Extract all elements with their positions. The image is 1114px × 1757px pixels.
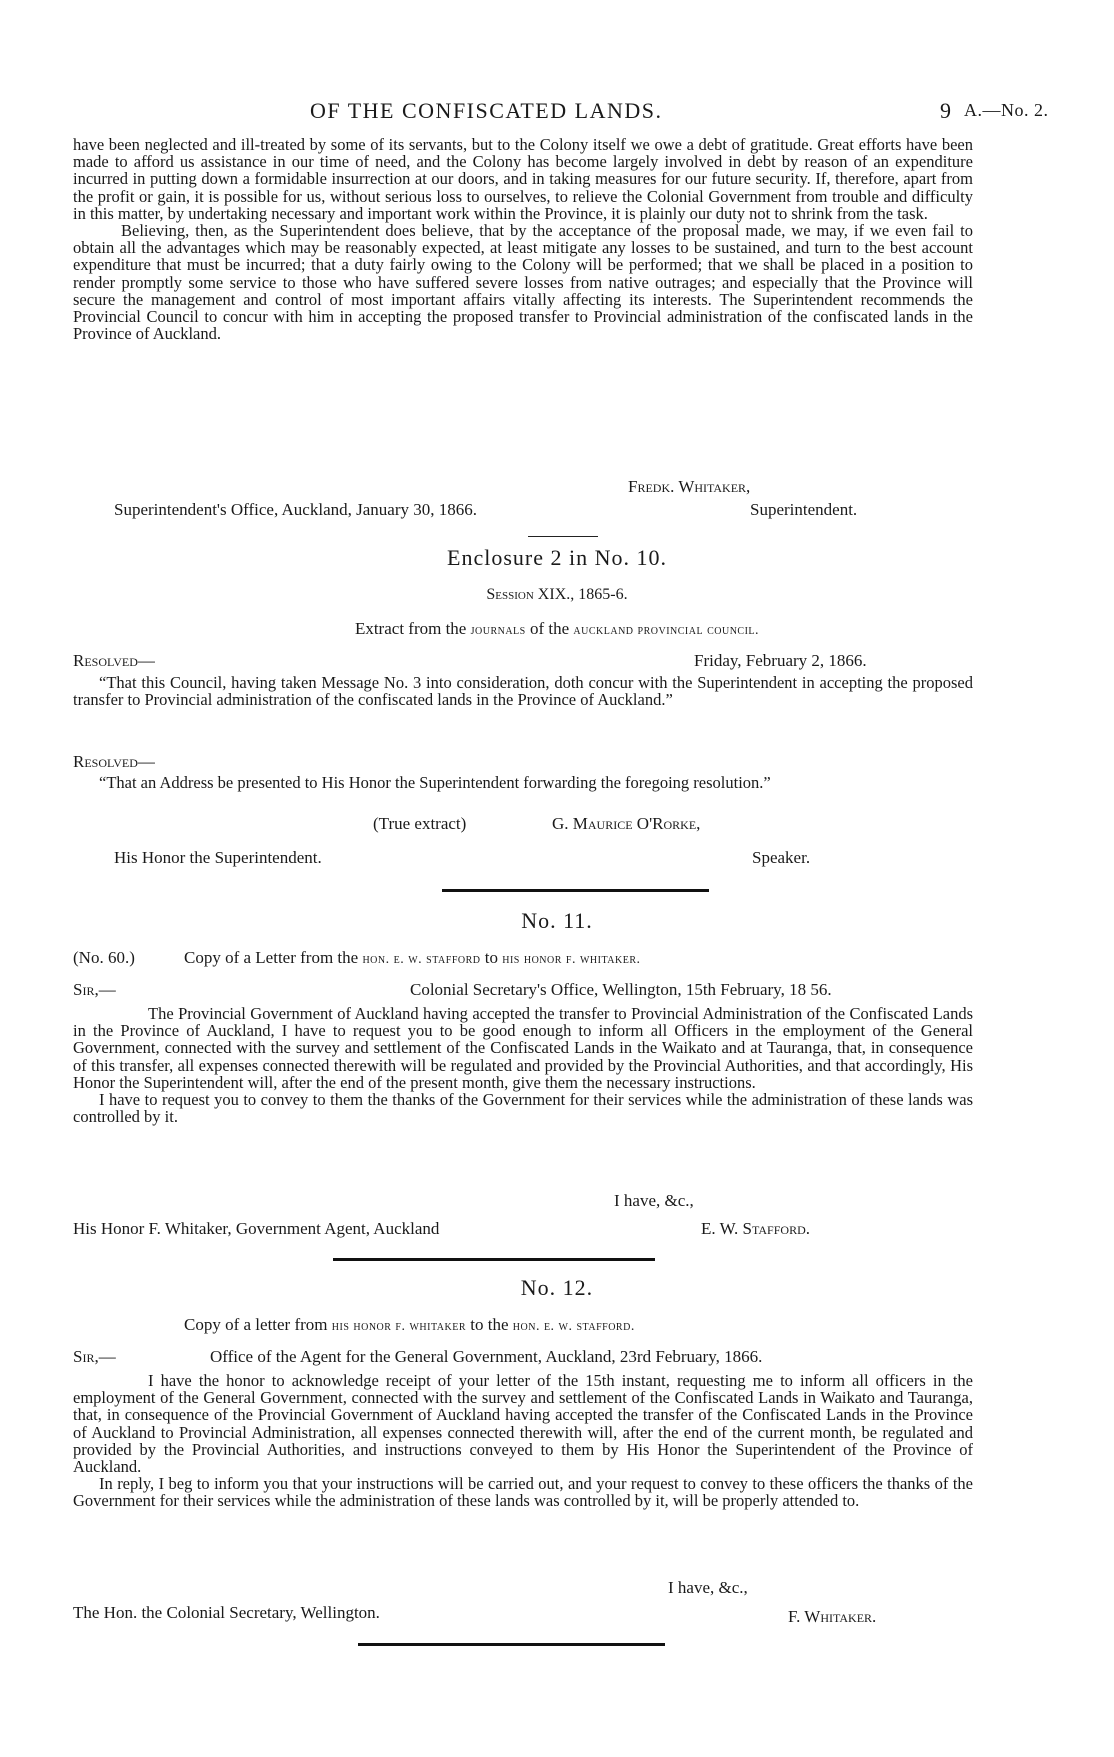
signer-name: Fredk. Whitaker,	[628, 477, 751, 496]
resolution-1: “That this Council, having taken Message No. 3 into consideration, doth concur with the Superintendent in accepting the proposed transfer to Provincial administration of the confiscated lands in the Province of Auckland.”	[73, 673, 973, 710]
no12-body	[73, 1372, 973, 1510]
memorandum-paragraph-1: have been neglected and ill-treated by some of its servants, but to the Colony itself we owe a debt of gratitude. Great efforts have been made to afford us assistance in our time of need, and the Colony has become largely involved in debt by reason of an expenditure incurred in putting down a formidable insurrection at our doors, and in taking measures for our future security. If, therefore, apart from the profit or gain, it is possible for us, without serious loss to ourselves, to relieve the Colonial Government from trouble and difficulty in this matter, by undertaking necessary and important work within the Province, it is plainly our duty not to shrink from the task.	[73, 135, 973, 223]
paper-reference: A.—No. 2.	[964, 100, 1049, 120]
short-divider	[528, 536, 598, 537]
page-number: 9	[940, 98, 951, 123]
no12-heading: No. 12.	[520, 1275, 594, 1300]
no11-paragraph-1: The Provincial Government of Auckland having accepted the transfer to Provincial Administration of the Confiscated Lands in the Province of Auckland, I have to request you to be good enough to inform all Officers in the employment of the General Government, connected with the survey and settlement of the Confiscated Lands in the Waikato and at Tauranga, that, in consequence of this transfer, all expenses connected therewith will be regulated and provided by the Provincial Authorities, and that accordingly, His Honor the Superintendent will, after the end of the present month, give them the necessary instructions.	[73, 1004, 973, 1092]
no11-copy-line: Copy of a Letter from the hon. e. w. stafford to his honor f. whitaker.	[184, 948, 641, 967]
no11-heading: No. 11.	[521, 908, 593, 933]
no12-paragraph-1: I have the honor to acknowledge receipt of your letter of the 15th instant, requesting me to inform all officers in the employment of the General Government, connected with the survey and settlement of the Confiscated Lands in Waikato and Tauranga, that, in consequence of the Provincial Government of Auckland having accepted the transfer of the Confiscated Lands in the Province of Auckland to Provincial Administration, all expenses connected therewith will, after the end of the current month, be regulated and provided by the Provincial Authorities, and instructions conveyed to them by His Honor the Superintendent of the Province of Auckland.	[73, 1371, 973, 1477]
no12-place-date: Office of the Agent for the General Government, Auckland, 23rd February, 1866.	[210, 1347, 763, 1366]
no12-salutation: Sir,—	[73, 1347, 116, 1366]
speaker-title: Speaker.	[752, 848, 811, 867]
memorandum-paragraph-2: Believing, then, as the Superintendent does believe, that by the acceptance of the proposal made, we may, if we even fail to obtain all the advantages which may be reasonably expected, at least mitigate any losses to be sustained, and turn to the best account expenditure that must be incurred; that a duty fairly owing to the Colony will be performed; that we shall be placed in a position to render promptly some service to those who have suffered severe losses from native outrages; and especially that the Province will secure the management and control of most important affairs vitally affecting its interests. The Superintendent recommends the Provincial Council to concur with him in accepting the proposed transfer to Provincial administration of the confiscated lands in the Province of Auckland.	[73, 221, 973, 344]
no11-closing: I have, &c.,	[614, 1191, 694, 1210]
true-extract: (True extract)	[373, 814, 467, 833]
resolved-label-1: Resolved—	[73, 651, 155, 670]
section-divider	[333, 1258, 655, 1261]
page-header	[0, 98, 1114, 128]
end-divider	[358, 1643, 665, 1646]
no11-body	[73, 1005, 973, 1125]
speaker-name: G. Maurice O'Rorke,	[552, 814, 701, 833]
no11-place-date: Colonial Secretary's Office, Wellington, 15th February, 18 56.	[410, 980, 832, 999]
no11-paragraph-2: I have to request you to convey to them the thanks of the Government for their services while the administration of these lands was controlled by it.	[73, 1090, 973, 1127]
resolution-date: Friday, February 2, 1866.	[694, 651, 867, 670]
no12-paragraph-2: In reply, I beg to inform you that your instructions will be carried out, and your request to convey to these officers the thanks of the Government for their services while the administration of these lands was controlled by it, will be properly attended to.	[73, 1474, 973, 1511]
no11-signer: E. W. Stafford.	[701, 1219, 810, 1238]
session-line: Session XIX., 1865-6.	[486, 586, 628, 603]
signer-title: Superintendent.	[750, 500, 858, 519]
no12-copy-line: Copy of a letter from his honor f. whitaker to the hon. e. w. stafford.	[184, 1315, 635, 1334]
memorandum-body	[73, 136, 973, 342]
place-date: Superintendent's Office, Auckland, January 30, 1866.	[114, 500, 477, 519]
extract-line: Extract from the journals of the auckland provincial council.	[354, 619, 760, 638]
enclosure-addressee: His Honor the Superintendent.	[114, 848, 322, 867]
no11-addressee: His Honor F. Whitaker, Government Agent, Auckland	[73, 1219, 440, 1238]
enclosure-heading: Enclosure 2 in No. 10.	[447, 545, 667, 570]
no12-closing: I have, &c.,	[668, 1578, 748, 1597]
section-divider	[442, 889, 709, 892]
resolution-2: “That an Address be presented to His Honor the Superintendent forwarding the foregoing resolution.”	[99, 773, 771, 792]
running-title: OF THE CONFISCATED LANDS.	[310, 98, 663, 123]
no11-ref: (No. 60.)	[73, 948, 135, 967]
resolved-label-2: Resolved—	[73, 752, 155, 771]
no11-salutation: Sir,—	[73, 980, 116, 999]
no12-addressee: The Hon. the Colonial Secretary, Wellington.	[73, 1603, 380, 1622]
no12-signer: F. Whitaker.	[788, 1607, 877, 1626]
